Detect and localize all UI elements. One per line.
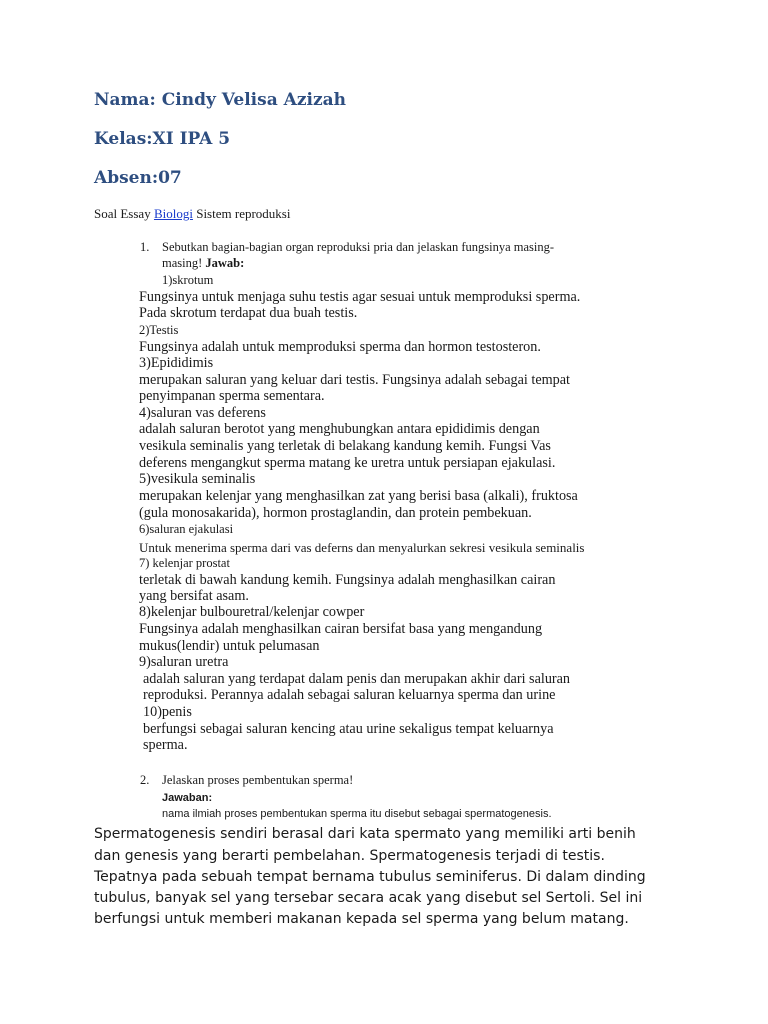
q1-number: 1. bbox=[140, 240, 150, 254]
q2-paragraph-line: tubulus, banyak sel yang tersebar secara acak yang disebut sel Sertoli. Sel ini bbox=[94, 890, 643, 906]
q2-intro: nama ilmiah proses pembentukan sperma itu disebut sebagai spermatogenesis. bbox=[162, 808, 552, 820]
q1-text-line: deferens mengangkut sperma matang ke uretra untuk persiapan ejakulasi. bbox=[139, 455, 556, 471]
q1-item-penis: 10)penis bbox=[143, 704, 192, 720]
q1-text-line: reproduksi. Perannya adalah sebagai saluran keluarnya sperma dan urine bbox=[143, 687, 556, 703]
q1-text-line: adalah saluran berotot yang menghubungkan antara epididimis dengan bbox=[139, 421, 540, 437]
q1-item-epididimis: 3)Epididimis bbox=[139, 355, 214, 371]
q2-number: 2. bbox=[140, 773, 150, 787]
q1-text-line: sperma. bbox=[143, 737, 188, 753]
q1-text-line: mukus(lendir) untuk pelumasan bbox=[139, 638, 320, 654]
q1-question-line1: Sebutkan bagian-bagian organ reproduksi pria dan jelaskan fungsinya masing- bbox=[162, 240, 555, 254]
q1-question-line2 bbox=[162, 256, 244, 271]
subtitle-suffix: Sistem reproduksi bbox=[192, 206, 291, 221]
q2-paragraph-line: Spermatogenesis sendiri berasal dari kata spermato yang memiliki arti benih bbox=[94, 826, 636, 842]
document-subtitle bbox=[94, 206, 290, 222]
q1-item-skrotum: 1)skrotum bbox=[162, 273, 214, 287]
q1-text-line: penyimpanan sperma sementara. bbox=[139, 388, 325, 404]
q2-question: Jelaskan proses pembentukan sperma! bbox=[162, 773, 354, 787]
q1-text-line: (gula monosakarida), hormon prostaglandin, dan protein pembekuan. bbox=[139, 505, 532, 521]
q1-item-kelenjar-bulbouretral: 8)kelenjar bulbouretral/kelenjar cowper bbox=[139, 604, 365, 620]
q1-item-vesikula-seminalis: 5)vesikula seminalis bbox=[139, 471, 256, 487]
q2-paragraph-line: Tepatnya pada sebuah tempat bernama tubulus seminiferus. Di dalam dinding bbox=[94, 869, 646, 885]
q1-text-line: Pada skrotum terdapat dua buah testis. bbox=[139, 305, 358, 321]
q2-jawaban-label: Jawaban: bbox=[162, 792, 213, 804]
q2-paragraph-line: berfungsi untuk memberi makanan kepada sel sperma yang belum matang. bbox=[94, 911, 629, 927]
student-name: Nama: Cindy Velisa Azizah bbox=[94, 90, 346, 110]
q1-text-line: Fungsinya adalah menghasilkan cairan bersifat basa yang mengandung bbox=[139, 621, 543, 637]
q2-paragraph-line: dan genesis yang berarti pembelahan. Spermatogenesis terjadi di testis. bbox=[94, 848, 605, 864]
q1-text-line: Untuk menerima sperma dari vas deferns dan menyalurkan sekresi vesikula seminalis bbox=[139, 540, 585, 555]
q1-text-line: Fungsinya adalah untuk memproduksi sperma dan hormon testosteron. bbox=[139, 339, 541, 355]
q1-text-line: Fungsinya untuk menjaga suhu testis agar sesuai untuk memproduksi sperma. bbox=[139, 289, 581, 305]
q1-item-kelenjar-prostat: 7) kelenjar prostat bbox=[139, 556, 230, 570]
q1-item-saluran-uretra: 9)saluran uretra bbox=[139, 654, 229, 670]
q1-text-line: adalah saluran yang terdapat dalam penis dan merupakan akhir dari saluran bbox=[143, 671, 571, 687]
q1-item-vas-deferens: 4)saluran vas deferens bbox=[139, 405, 266, 421]
subtitle-prefix: Soal Essay bbox=[94, 206, 154, 221]
q1-text-line: terletak di bawah kandung kemih. Fungsinya adalah menghasilkan cairan bbox=[139, 572, 556, 588]
q1-question-line2-text: masing! bbox=[162, 256, 206, 270]
q1-text-line: merupakan saluran yang keluar dari testis. Fungsinya adalah sebagai tempat bbox=[139, 372, 571, 388]
q1-text-line: yang bersifat asam. bbox=[139, 588, 249, 604]
q1-item-saluran-ejakulasi: 6)saluran ejakulasi bbox=[139, 522, 234, 536]
student-absen: Absen:07 bbox=[94, 168, 182, 188]
q1-item-testis: 2)Testis bbox=[139, 323, 179, 337]
student-class: Kelas:XI IPA 5 bbox=[94, 129, 231, 149]
biologi-link[interactable]: Biologi bbox=[153, 206, 193, 221]
q1-text-line: vesikula seminalis yang terletak di belakang kandung kemih. Fungsi Vas bbox=[139, 438, 551, 454]
q1-text-line: berfungsi sebagai saluran kencing atau urine sekaligus tempat keluarnya bbox=[143, 721, 554, 737]
q1-text-line: merupakan kelenjar yang menghasilkan zat yang berisi basa (alkali), fruktosa bbox=[139, 488, 578, 504]
q1-jawab-label: Jawab: bbox=[205, 256, 245, 270]
